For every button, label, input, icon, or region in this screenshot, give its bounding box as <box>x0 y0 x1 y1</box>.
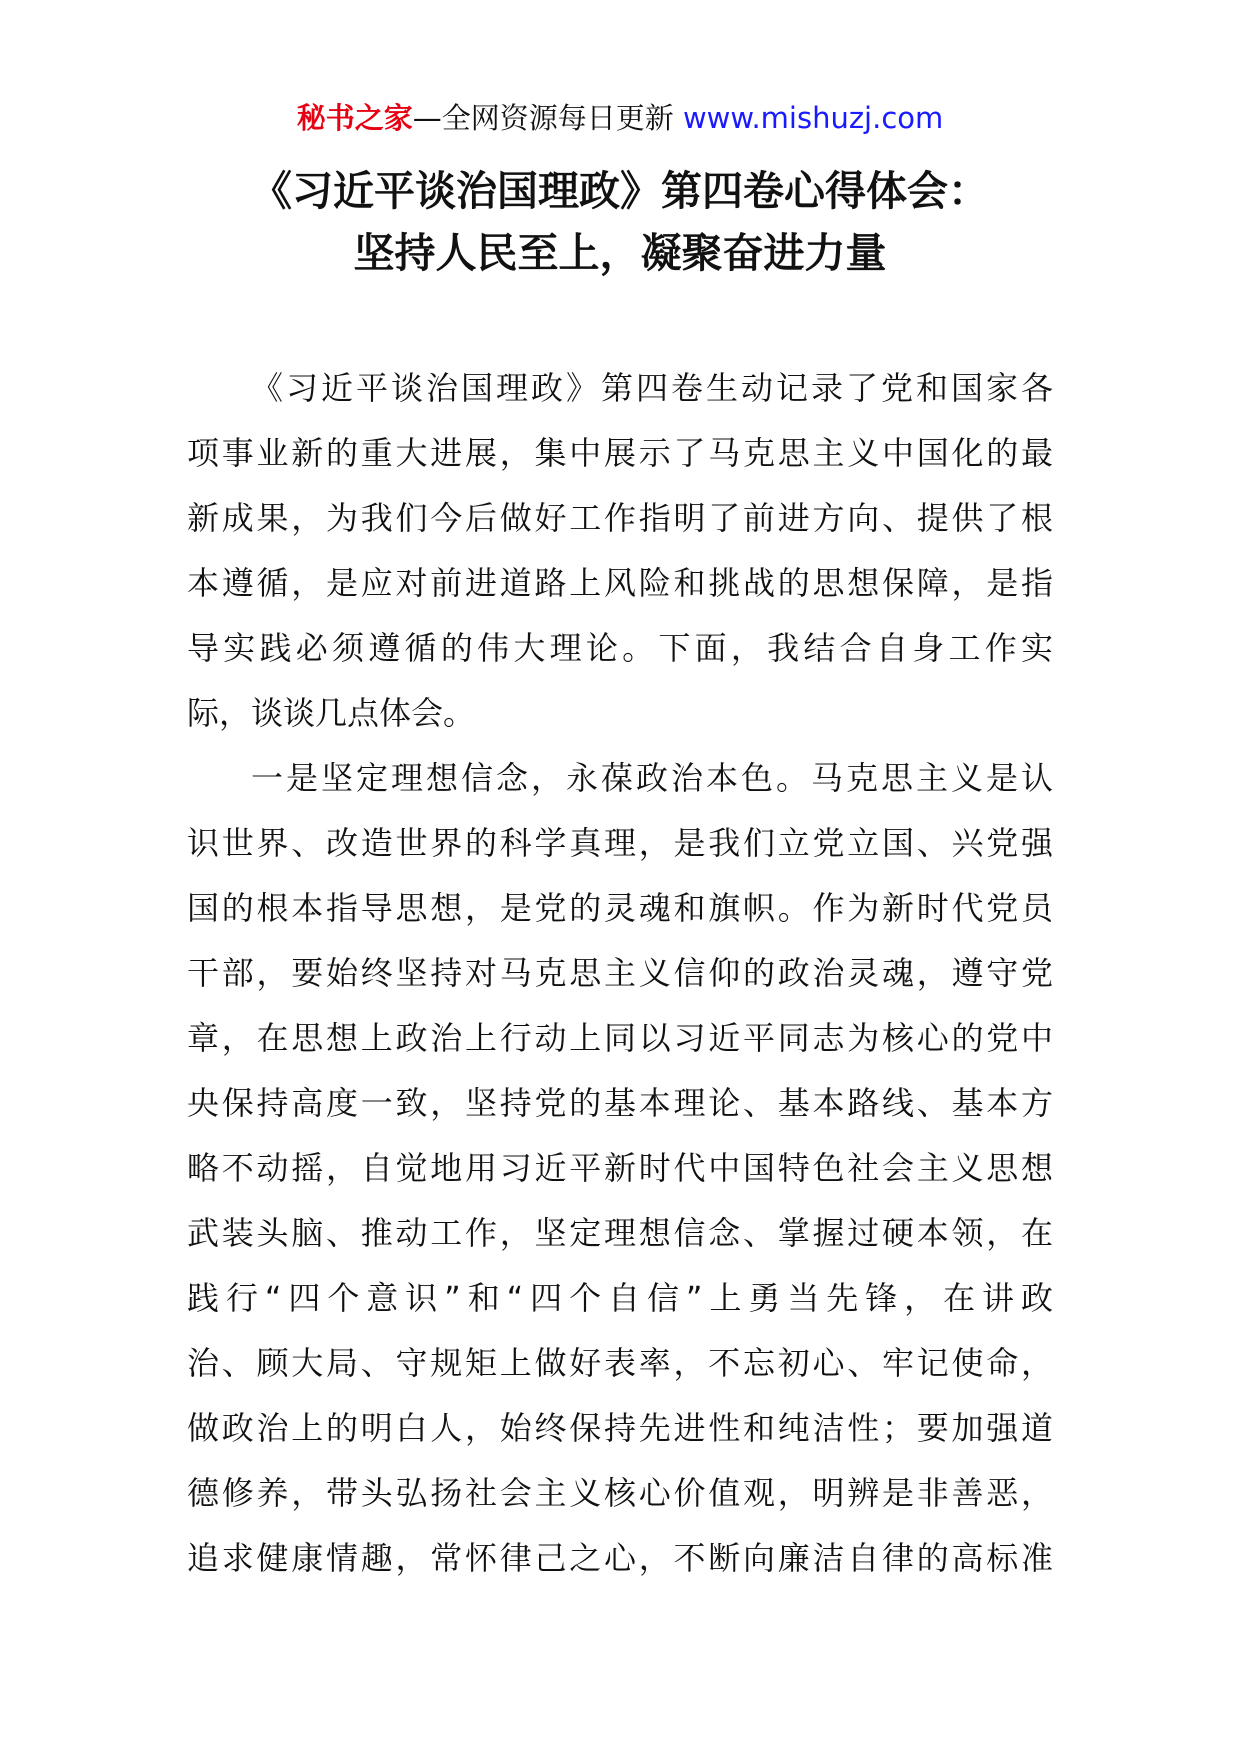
body-line: 略不动摇，自觉地用习近平新时代中国特色社会主义思想 <box>187 1149 1053 1187</box>
document-body <box>187 356 1053 1591</box>
body-line: 干部，要始终坚持对马克思主义信仰的政治灵魂，遵守党 <box>187 954 1053 992</box>
body-line: 《习近平谈治国理政》第四卷生动记录了党和国家各 <box>251 369 1053 407</box>
body-line: 章，在思想上政治上行动上同以习近平同志为核心的党中 <box>187 1019 1053 1057</box>
site-brand: 秘书之家 <box>296 101 413 135</box>
body-line: 央保持高度一致，坚持党的基本理论、基本路线、基本方 <box>187 1084 1053 1122</box>
body-line: 德修养，带头弘扬社会主义核心价值观，明辨是非善恶， <box>187 1474 1053 1512</box>
title-line-1: 《习近平谈治国理政》第四卷心得体会： <box>251 167 989 215</box>
body-line: 追求健康情趣，常怀律己之心，不断向廉洁自律的高标准 <box>187 1539 1053 1577</box>
body-line: 际，谈谈几点体会。 <box>187 694 476 732</box>
title-line-2: 坚持人民至上，凝聚奋进力量 <box>353 229 887 277</box>
body-line: 项事业新的重大进展，集中展示了马克思主义中国化的最 <box>187 434 1053 472</box>
body-line: 导实践必须遵循的伟大理论。下面，我结合自身工作实 <box>187 629 1053 667</box>
body-line: 一是坚定理想信念，永葆政治本色。马克思主义是认 <box>251 759 1053 797</box>
site-tagline: —全网资源每日更新 <box>412 101 683 135</box>
body-line: 新成果，为我们今后做好工作指明了前进方向、提供了根 <box>187 499 1053 537</box>
document-title <box>0 160 1240 284</box>
body-line: 做政治上的明白人，始终保持先进性和纯洁性；要加强道 <box>187 1409 1053 1447</box>
site-url[interactable]: www.mishuzj.com <box>682 101 944 135</box>
site-header <box>0 98 1240 138</box>
body-line: 治、顾大局、守规矩上做好表率，不忘初心、牢记使命， <box>187 1344 1053 1382</box>
body-line: 识世界、改造世界的科学真理，是我们立党立国、兴党强 <box>187 824 1053 862</box>
body-line: 国的根本指导思想，是党的灵魂和旗帜。作为新时代党员 <box>187 889 1053 927</box>
body-line: 本遵循，是应对前进道路上风险和挑战的思想保障，是指 <box>187 564 1053 602</box>
body-line: 践行“四个意识”和“四个自信”上勇当先锋，在讲政 <box>187 1279 1053 1317</box>
body-line: 武装头脑、推动工作，坚定理想信念、掌握过硬本领，在 <box>187 1214 1053 1252</box>
